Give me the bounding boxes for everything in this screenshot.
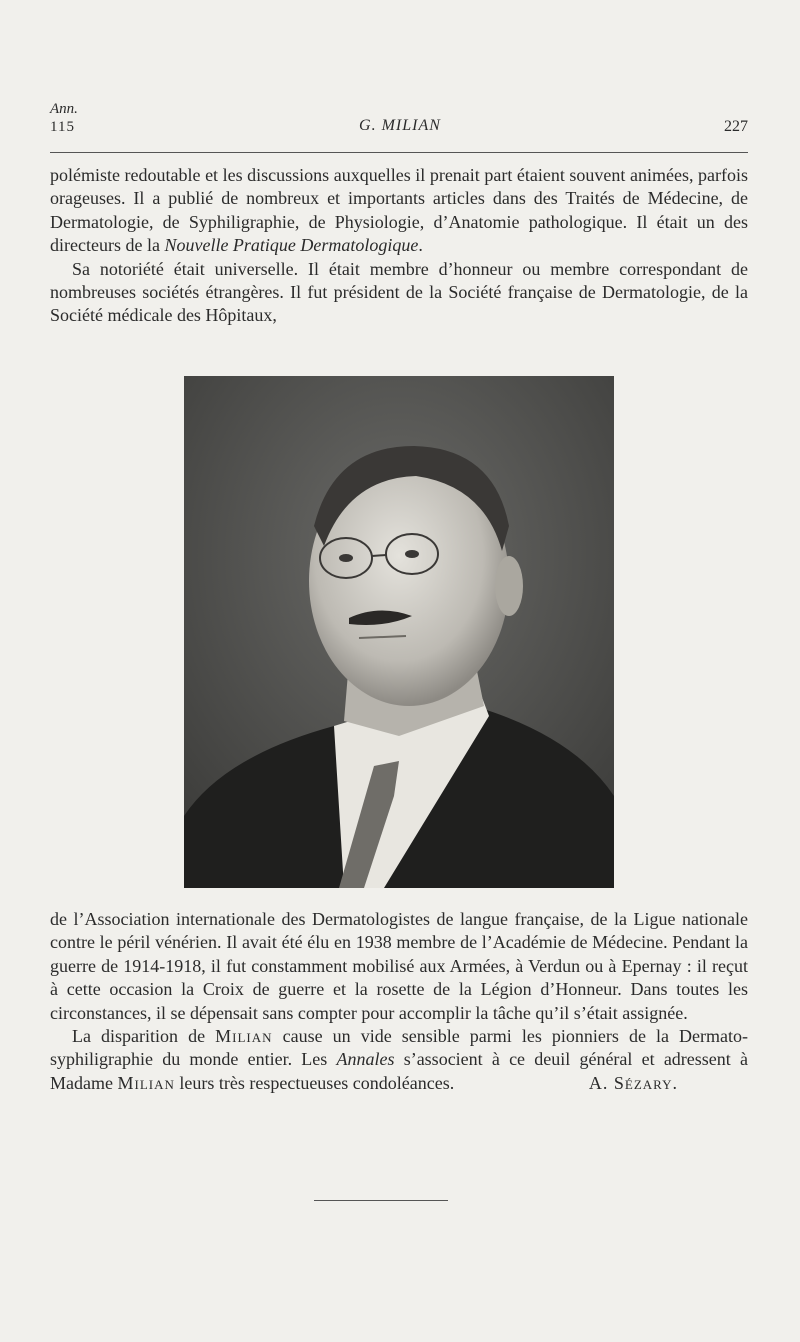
paragraph-text: polémiste redoutable et les discussions auxquelles il prenait part étaient souvent animées, parfois orageuses. Il a publié de nombreux et importants articles dans des Traités de Médecine, de Dermatologie, de Syphiligraphie, de Physiologie, d’Anatomie pathologique. Il était un des directeurs de la bbox=[50, 165, 748, 256]
author-name: Milian bbox=[117, 1072, 175, 1093]
end-rule bbox=[314, 1200, 448, 1201]
volume-number: 115 bbox=[50, 119, 75, 135]
author-name: Milian bbox=[215, 1026, 273, 1047]
paragraph-text: leurs très respectueuses condoléances. bbox=[174, 1072, 455, 1093]
closing-paragraph bbox=[50, 1025, 748, 1095]
bottom-text-block bbox=[50, 908, 748, 1095]
page-number: 227 bbox=[724, 118, 748, 135]
paragraph: Sa notoriété était universelle. Il était membre d’honneur ou membre correspondant de nombreuses sociétés étrangères. Il fut président de la Société française de Dermatologie, de la Société médicale des Hôpitaux, bbox=[50, 258, 748, 326]
portrait-image bbox=[184, 376, 614, 888]
journal-title-italic: Annales bbox=[336, 1049, 395, 1070]
header-rule bbox=[50, 152, 748, 153]
paragraph: de l’Association internationale des Dermatologistes de langue française, de la Ligue nationale contre le péril vénérien. Il avait été élu en 1938 membre de l’Académie de Médecine. Pendant la guerre de 1914-1918, il fut constamment mobilisé aux Armées, à Verdun ou à Epernay : il reçut à cette occasion la Croix de guerre et la rosette de la Légion d’Honneur. Dans toutes les circonstances, il se dépensait sans compter pour accomplir la tâche qu’il s’était assignée. bbox=[50, 909, 748, 1023]
signature: A. Sézary. bbox=[588, 1072, 678, 1093]
journal-name: Nouvelle Pratique Dermatologique bbox=[164, 235, 419, 256]
journal-abbrev: Ann. bbox=[50, 101, 78, 117]
top-text-block bbox=[50, 164, 748, 328]
paragraph-text: s’associent à ce deuil général et adressent à Madame bbox=[50, 1049, 748, 1093]
paragraph-text: La disparition de bbox=[72, 1026, 216, 1047]
portrait-photo bbox=[184, 376, 614, 888]
paragraph-text: cause un vide sensible parmi les pionniers de la Dermato-syphiligraphie du monde entier. Les bbox=[50, 1026, 749, 1070]
paragraph: polémiste redoutable et les discussions auxquelles il prenait part étaient souvent animées, parfois orageuses. Il a publié de nombreux et importants articles dans des Traités de Médecine, de Dermatologie, de Syphiligraphie, de Physiologie, d’Anatomie pathologique. Il était un des directeurs de la Nouvelle Pratique Dermatologique. bbox=[50, 165, 748, 256]
running-title: G. MILIAN bbox=[359, 117, 441, 134]
